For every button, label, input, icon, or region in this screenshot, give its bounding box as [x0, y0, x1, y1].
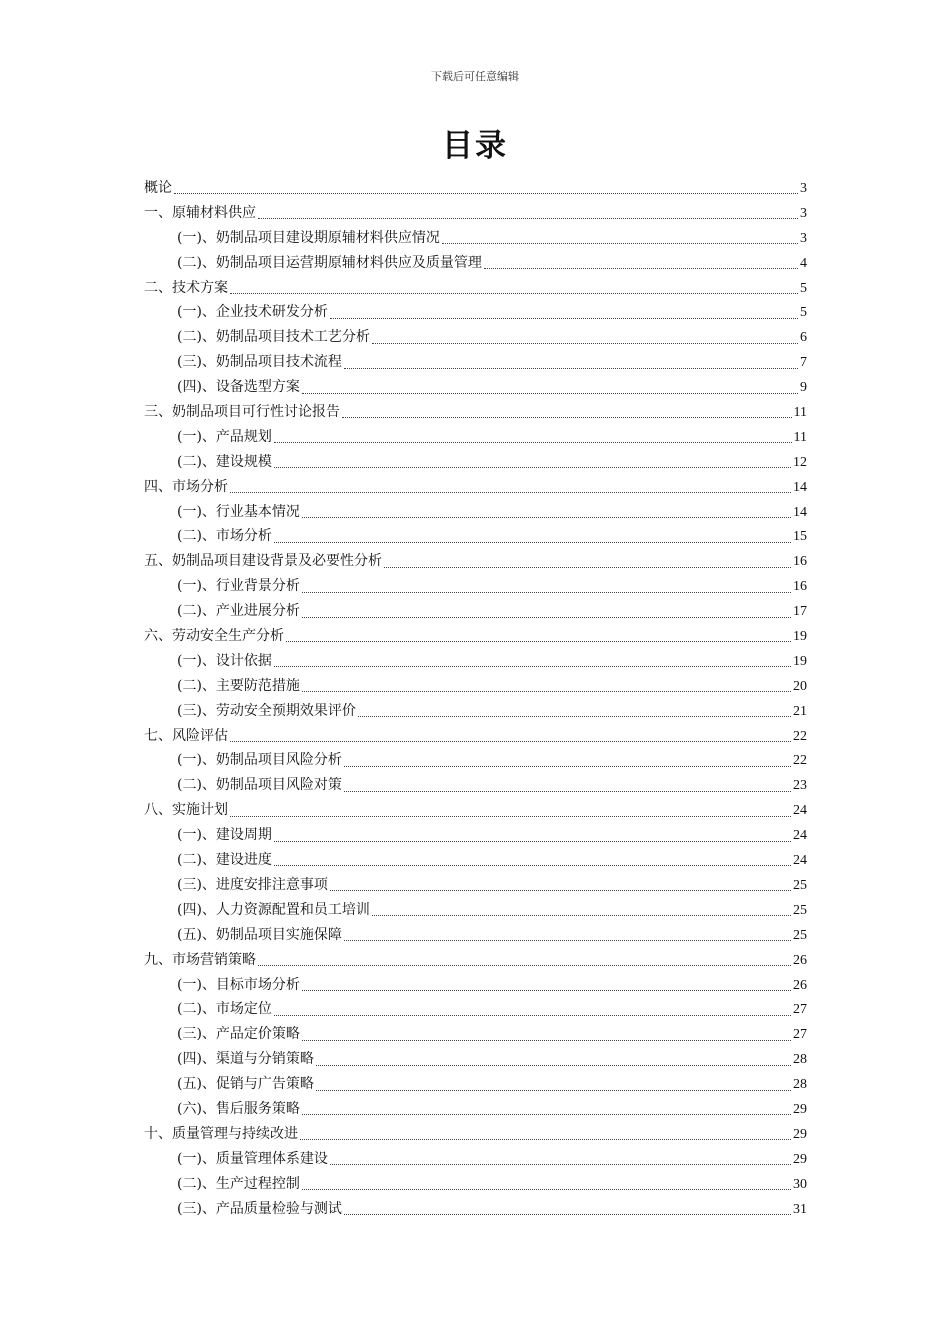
toc-dot-leader: [302, 1188, 791, 1190]
toc-section-entry[interactable]: [144, 1147, 807, 1172]
toc-dot-leader: [230, 815, 791, 817]
toc-entry-label: 九、市场营销策略: [144, 951, 256, 968]
toc-entry-label: (二)、主要防范措施: [177, 677, 300, 694]
toc-dot-leader: [344, 790, 791, 792]
toc-dot-leader: [372, 342, 798, 344]
toc-page-number: 12: [793, 454, 807, 470]
toc-entry-label: (一)、奶制品项目建设期原辅材料供应情况: [177, 229, 440, 246]
toc-section-entry[interactable]: [144, 973, 807, 998]
toc-entry-label: 一、原辅材料供应: [144, 204, 256, 221]
toc-dot-leader: [344, 1213, 791, 1215]
toc-chapter-entry[interactable]: [144, 201, 807, 226]
toc-dot-leader: [344, 939, 791, 941]
toc-dot-leader: [302, 516, 791, 518]
toc-page-number: 6: [800, 330, 807, 346]
toc-entry-label: 七、风险评估: [144, 727, 228, 744]
toc-page-number: 11: [793, 429, 807, 445]
toc-dot-leader: [344, 765, 791, 767]
toc-page-number: 20: [793, 678, 807, 694]
toc-dot-leader: [442, 242, 798, 244]
toc-page-number: 19: [793, 653, 807, 669]
toc-dot-leader: [330, 1163, 791, 1165]
toc-page-number: 14: [793, 504, 807, 520]
toc-dot-leader: [302, 392, 798, 394]
toc-page-number: 27: [793, 1002, 807, 1018]
toc-entry-label: (一)、企业技术研发分析: [177, 304, 328, 321]
toc-dot-leader: [302, 1039, 791, 1041]
toc-page-number: 16: [793, 554, 807, 570]
toc-entry-label: (二)、建设进度: [177, 852, 272, 869]
toc-entry-label: 六、劳动安全生产分析: [144, 628, 284, 645]
toc-section-entry[interactable]: [144, 898, 807, 923]
toc-page-number: 28: [793, 1077, 807, 1093]
toc-section-entry[interactable]: [144, 1022, 807, 1047]
toc-dot-leader: [230, 491, 791, 493]
toc-entry-label: (三)、劳动安全预期效果评价: [177, 702, 356, 719]
toc-chapter-entry[interactable]: [144, 176, 807, 201]
toc-page-number: 30: [793, 1176, 807, 1192]
toc-title: 目录: [442, 128, 508, 164]
toc-section-entry[interactable]: [144, 450, 807, 475]
toc-page-number: 24: [793, 828, 807, 844]
toc-entry-label: (一)、行业背景分析: [177, 578, 300, 595]
toc-section-entry[interactable]: [144, 226, 807, 251]
toc-entry-label: 五、奶制品项目建设背景及必要性分析: [144, 553, 382, 570]
toc-page-number: 25: [793, 877, 807, 893]
toc-section-entry[interactable]: [144, 300, 807, 325]
toc-dot-leader: [274, 864, 791, 866]
toc-chapter-entry[interactable]: [144, 475, 807, 500]
toc-section-entry[interactable]: [144, 1097, 807, 1122]
toc-section-entry[interactable]: [144, 599, 807, 624]
toc-section-entry[interactable]: [144, 848, 807, 873]
toc-page-number: 7: [800, 355, 807, 371]
toc-dot-leader: [330, 317, 798, 319]
toc-section-entry[interactable]: [144, 375, 807, 400]
toc-chapter-entry[interactable]: [144, 724, 807, 749]
toc-entry-label: (二)、市场定位: [177, 1001, 272, 1018]
toc-chapter-entry[interactable]: [144, 276, 807, 301]
toc-dot-leader: [274, 665, 791, 667]
toc-section-entry[interactable]: [144, 823, 807, 848]
toc-page-number: 28: [793, 1052, 807, 1068]
toc-entry-label: (一)、行业基本情况: [177, 503, 300, 520]
toc-dot-leader: [274, 840, 791, 842]
toc-page-number: 14: [793, 479, 807, 495]
toc-dot-leader: [258, 964, 791, 966]
toc-entry-label: (一)、产品规划: [177, 428, 272, 445]
toc-page-number: 25: [793, 902, 807, 918]
toc-dot-leader: [344, 367, 798, 369]
toc-section-entry[interactable]: [144, 574, 807, 599]
toc-dot-leader: [330, 889, 791, 891]
toc-page-number: 31: [793, 1201, 807, 1217]
toc-dot-leader: [274, 1014, 791, 1016]
toc-dot-leader: [302, 989, 791, 991]
toc-entry-label: (一)、目标市场分析: [177, 976, 300, 993]
toc-page-number: 3: [800, 181, 807, 196]
toc-dot-leader: [258, 217, 798, 219]
toc-section-entry[interactable]: [144, 699, 807, 724]
toc-dot-leader: [484, 267, 798, 269]
toc-page-number: 22: [793, 753, 807, 769]
toc-section-entry[interactable]: [144, 873, 807, 898]
toc-entry-label: (三)、进度安排注意事项: [177, 876, 328, 893]
toc-entry-label: 三、奶制品项目可行性讨论报告: [144, 404, 340, 421]
toc-entry-label: (二)、生产过程控制: [177, 1175, 300, 1192]
toc-page-number: 9: [800, 380, 807, 396]
toc-entry-label: (四)、设备选型方案: [177, 379, 300, 396]
toc-section-entry[interactable]: [144, 350, 807, 375]
toc-entry-label: (二)、奶制品项目风险对策: [177, 777, 342, 794]
toc-page-number: 16: [793, 579, 807, 595]
toc-section-entry[interactable]: [144, 325, 807, 350]
header-note: 下载后可任意编辑: [431, 70, 519, 83]
toc-entry-label: (三)、奶制品项目技术流程: [177, 354, 342, 371]
toc-entry-label: (五)、促销与广告策略: [177, 1076, 314, 1093]
toc-section-entry[interactable]: [144, 425, 807, 450]
toc-entry-label: 二、技术方案: [144, 279, 228, 296]
toc-dot-leader: [174, 192, 798, 194]
toc-page-number: 3: [800, 205, 807, 221]
toc-entry-label: (二)、产业进展分析: [177, 603, 300, 620]
toc-dot-leader: [384, 566, 791, 568]
toc-page-number: 22: [793, 728, 807, 744]
toc-dot-leader: [302, 591, 791, 593]
toc-entry-label: (四)、渠道与分销策略: [177, 1051, 314, 1068]
toc-dot-leader: [302, 690, 791, 692]
toc-section-entry[interactable]: [144, 997, 807, 1022]
toc-dot-leader: [274, 441, 792, 443]
toc-page-number: 29: [793, 1101, 807, 1117]
toc-section-entry[interactable]: [144, 748, 807, 773]
toc-page-number: 17: [793, 604, 807, 620]
toc-section-entry[interactable]: [144, 524, 807, 549]
toc-section-entry[interactable]: [144, 674, 807, 699]
toc-section-entry[interactable]: [144, 251, 807, 276]
toc-section-entry[interactable]: [144, 923, 807, 948]
toc-chapter-entry[interactable]: [144, 1122, 807, 1147]
toc-chapter-entry[interactable]: [144, 624, 807, 649]
toc-dot-leader: [230, 292, 798, 294]
toc-entry-label: (三)、产品质量检验与测试: [177, 1200, 342, 1217]
toc-entry-label: (六)、售后服务策略: [177, 1100, 300, 1117]
toc-page-number: 19: [793, 629, 807, 645]
toc-entry-label: (二)、奶制品项目运营期原辅材料供应及质量管理: [177, 254, 482, 271]
toc-page-number: 3: [800, 230, 807, 246]
toc-entry-label: (三)、产品定价策略: [177, 1026, 300, 1043]
toc-page-number: 24: [793, 853, 807, 869]
toc-page-number: 29: [793, 1151, 807, 1167]
toc-entry-label: (二)、奶制品项目技术工艺分析: [177, 329, 370, 346]
table-of-contents: [144, 176, 807, 1221]
toc-entry-label: (五)、奶制品项目实施保障: [177, 926, 342, 943]
toc-dot-leader: [274, 466, 791, 468]
toc-chapter-entry[interactable]: [144, 948, 807, 973]
toc-page-number: 25: [793, 927, 807, 943]
toc-chapter-entry[interactable]: [144, 798, 807, 823]
toc-section-entry[interactable]: [144, 1197, 807, 1222]
toc-dot-leader: [372, 914, 791, 916]
toc-page-number: 5: [800, 305, 807, 321]
toc-section-entry[interactable]: [144, 649, 807, 674]
toc-page-number: 15: [793, 529, 807, 545]
toc-section-entry[interactable]: [144, 773, 807, 798]
toc-entry-label: (一)、设计依据: [177, 652, 272, 669]
toc-page-number: 29: [793, 1126, 807, 1142]
toc-section-entry[interactable]: [144, 1172, 807, 1197]
toc-dot-leader: [342, 416, 792, 418]
toc-entry-label: (二)、市场分析: [177, 528, 272, 545]
toc-entry-label: 概论: [144, 180, 172, 196]
toc-page-number: 5: [800, 280, 807, 296]
toc-entry-label: (四)、人力资源配置和员工培训: [177, 901, 370, 918]
toc-page-number: 27: [793, 1027, 807, 1043]
toc-entry-label: (二)、建设规模: [177, 453, 272, 470]
toc-entry-label: (一)、质量管理体系建设: [177, 1150, 328, 1167]
toc-page-number: 11: [793, 405, 807, 421]
toc-dot-leader: [300, 1138, 791, 1140]
toc-entry-label: 十、质量管理与持续改进: [144, 1125, 298, 1142]
toc-chapter-entry[interactable]: [144, 400, 807, 425]
toc-section-entry[interactable]: [144, 500, 807, 525]
toc-dot-leader: [358, 715, 791, 717]
toc-dot-leader: [286, 640, 791, 642]
toc-entry-label: (一)、奶制品项目风险分析: [177, 752, 342, 769]
toc-page-number: 26: [793, 977, 807, 993]
toc-dot-leader: [302, 1113, 791, 1115]
toc-dot-leader: [316, 1089, 791, 1091]
toc-entry-label: 八、实施计划: [144, 802, 228, 819]
toc-entry-label: (一)、建设周期: [177, 827, 272, 844]
toc-page-number: 4: [800, 255, 807, 271]
toc-page-number: 21: [793, 703, 807, 719]
toc-page-number: 24: [793, 803, 807, 819]
toc-dot-leader: [302, 616, 791, 618]
toc-section-entry[interactable]: [144, 1047, 807, 1072]
toc-dot-leader: [316, 1064, 791, 1066]
toc-dot-leader: [274, 541, 791, 543]
toc-page-number: 26: [793, 952, 807, 968]
toc-chapter-entry[interactable]: [144, 549, 807, 574]
toc-page-number: 23: [793, 778, 807, 794]
toc-entry-label: 四、市场分析: [144, 478, 228, 495]
toc-section-entry[interactable]: [144, 1072, 807, 1097]
toc-dot-leader: [230, 740, 791, 742]
